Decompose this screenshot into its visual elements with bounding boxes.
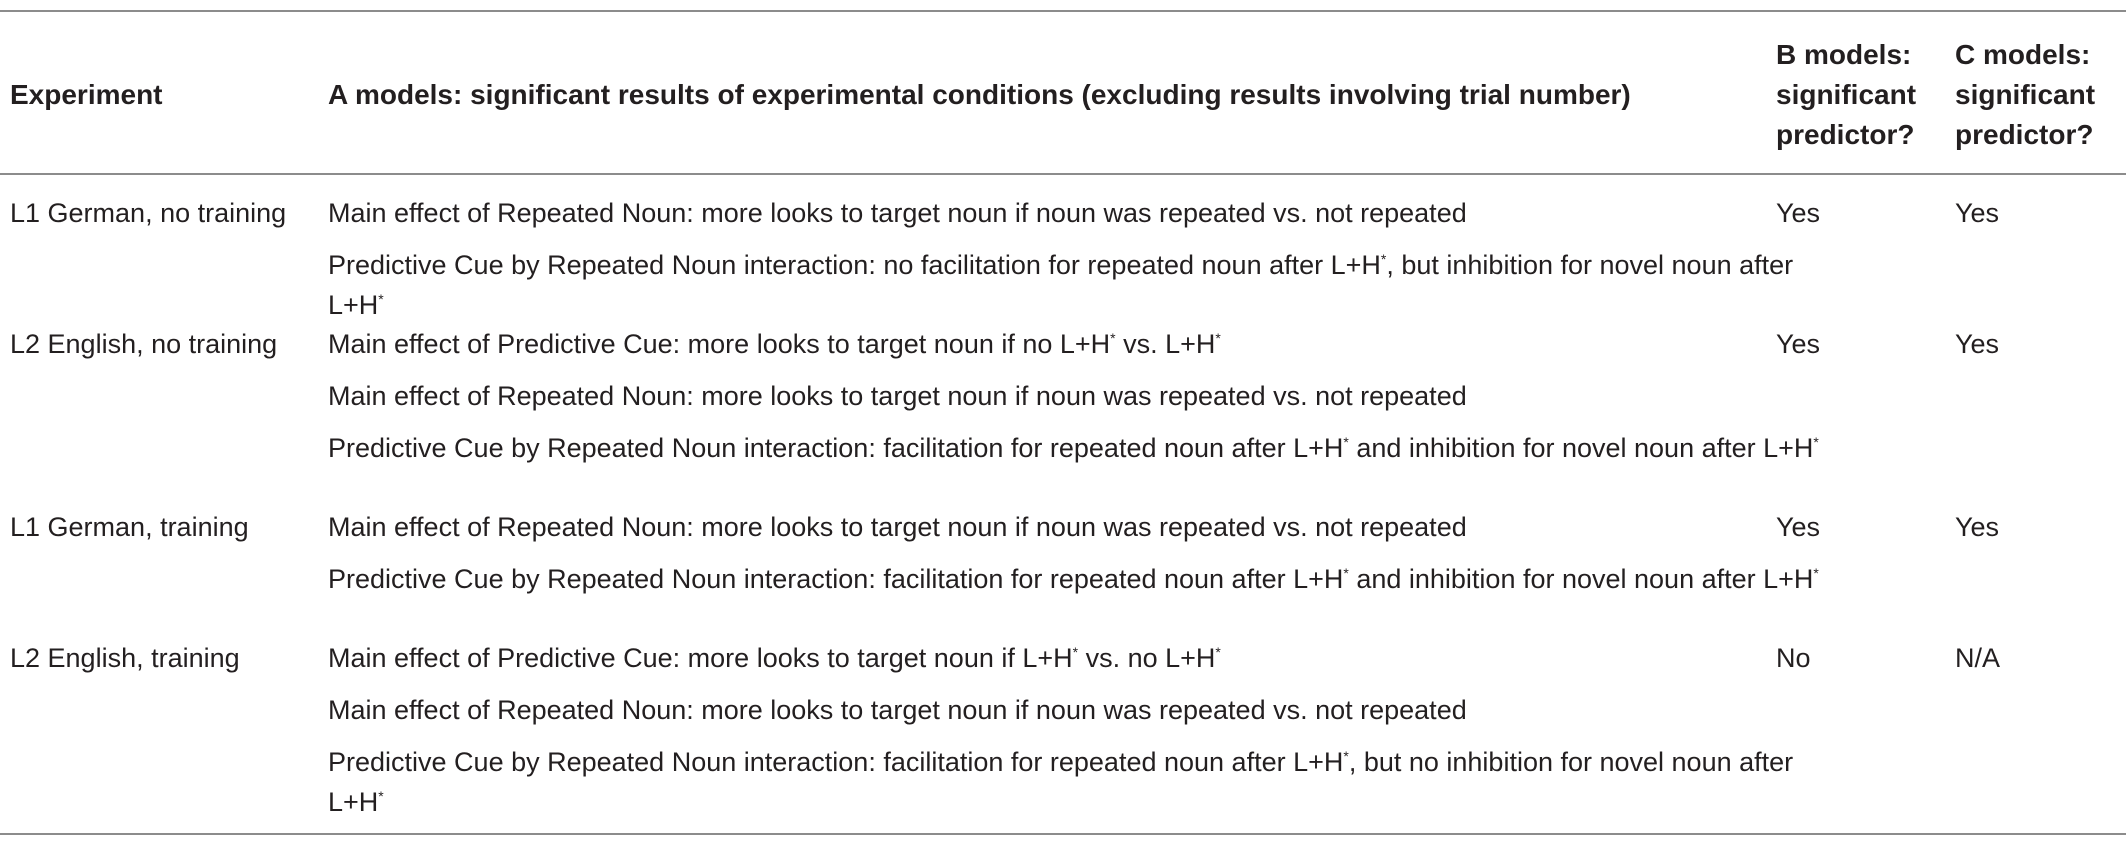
header-b-line-1: B models: <box>1776 39 1912 70</box>
row-2-c: Yes <box>1955 329 2000 359</box>
row-1-c: Yes <box>1955 198 2000 228</box>
row-1-result-2: Predictive Cue by Repeated Noun interaction: no facilitation for repeated noun after L+H*, but inhibition for novel noun after L+H* <box>328 250 1794 320</box>
header-c-line-3: predictor? <box>1955 119 2094 150</box>
header-c-models <box>1955 35 2095 155</box>
header-c-line-2: significant <box>1955 79 2096 110</box>
header-b-models <box>1776 35 1916 155</box>
header-a-models: A models: significant results of experimental conditions (excluding results involving trial number) <box>328 79 1631 110</box>
row-2-result-2: Main effect of Repeated Noun: more looks to target noun if noun was repeated vs. not repeated <box>328 381 1467 411</box>
row-3-result-1: Main effect of Repeated Noun: more looks to target noun if noun was repeated vs. not repeated <box>328 512 1467 542</box>
header-rule <box>0 173 2126 175</box>
row-4-result-2: Main effect of Repeated Noun: more looks to target noun if noun was repeated vs. not repeated <box>328 695 1467 725</box>
row-4-b: No <box>1776 643 1811 673</box>
row-4-experiment: L2 English, training <box>10 643 240 673</box>
header-b-line-2: significant <box>1776 79 1917 110</box>
row-1-b: Yes <box>1776 198 1821 228</box>
row-2-experiment: L2 English, no training <box>10 329 278 359</box>
row-2-result-3: Predictive Cue by Repeated Noun interaction: facilitation for repeated noun after L+H* and inhibition for novel noun after L+H* <box>328 433 1819 463</box>
bottom-rule <box>0 833 2126 835</box>
row-3-b: Yes <box>1776 512 1821 542</box>
row-4-c: N/A <box>1955 643 2001 673</box>
row-3-result-2: Predictive Cue by Repeated Noun interaction: facilitation for repeated noun after L+H* and inhibition for novel noun after L+H* <box>328 564 1819 594</box>
top-rule <box>0 10 2126 12</box>
row-4-result-1: Main effect of Predictive Cue: more looks to target noun if L+H* vs. no L+H* <box>328 643 1221 673</box>
row-4-result-3: Predictive Cue by Repeated Noun interaction: facilitation for repeated noun after L+H*, but no inhibition for novel noun after L+H* <box>328 747 1794 817</box>
row-1-result-1: Main effect of Repeated Noun: more looks to target noun if noun was repeated vs. not repeated <box>328 198 1467 228</box>
row-2-b: Yes <box>1776 329 1821 359</box>
row-1-experiment: L1 German, no training <box>10 198 287 228</box>
header-experiment: Experiment <box>10 79 163 110</box>
row-3-c: Yes <box>1955 512 2000 542</box>
header-b-line-3: predictor? <box>1776 119 1915 150</box>
row-2-result-1: Main effect of Predictive Cue: more looks to target noun if no L+H* vs. L+H* <box>328 329 1221 359</box>
header-c-line-1: C models: <box>1955 39 2091 70</box>
row-3-experiment: L1 German, training <box>10 512 249 542</box>
